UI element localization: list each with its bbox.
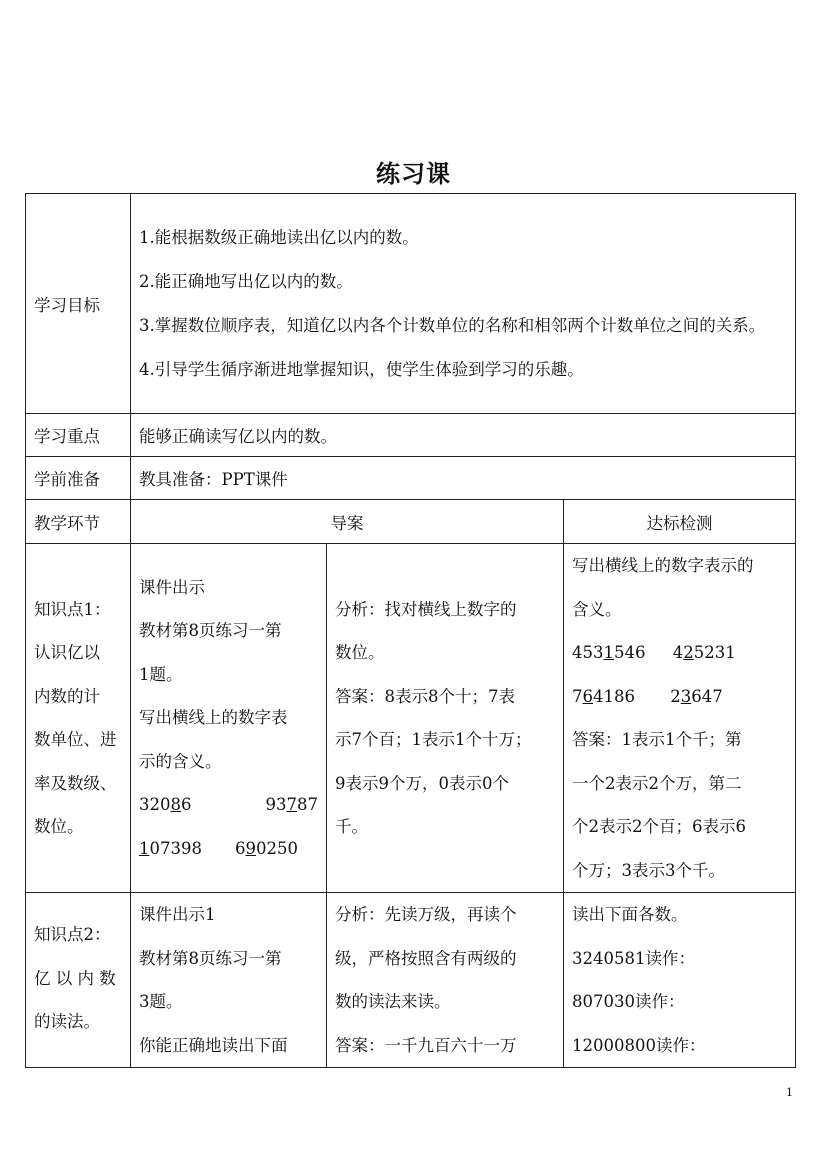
k1-guide-numbers <box>139 827 318 871</box>
focus-row <box>26 414 796 457</box>
k1-label-line: 认识亿以 <box>34 643 100 662</box>
k2-check-line: 读出下面各数。 <box>572 905 688 924</box>
k1-check <box>564 544 796 893</box>
lesson-table <box>25 193 796 1068</box>
goals-label: 学习目标 <box>26 194 131 414</box>
number: 4531546 <box>572 643 646 662</box>
k1-check-line: 个2表示2个百；6表示6 <box>572 817 746 836</box>
k1-guide-line: 教材第8页练习一第 <box>139 621 282 641</box>
k2-guide-line: 3题。 <box>139 992 183 1011</box>
k1-analysis-line: 示7个百；1表示1个十万； <box>335 730 532 749</box>
k1-guide <box>131 544 327 893</box>
k2-guide-line: 你能正确地读出下面 <box>139 1035 288 1055</box>
goal-item: 3.掌握数位顺序表，知道亿以内各个计数单位的名称和相邻两个计数单位之间的关系。 <box>139 315 766 335</box>
k2-analysis-line: 数的读法来读。 <box>335 992 451 1011</box>
k1-label <box>26 544 131 893</box>
k1-analysis-line: 分析：找对横线上数字的 <box>335 599 517 619</box>
k1-check-line: 个万；3表示3个千。 <box>572 860 725 880</box>
k1-label-line: 率及数级、 <box>34 773 117 793</box>
k2-analysis-line: 答案：一千九百六十一万 <box>335 1035 517 1055</box>
k2-label-line: 知识点2： <box>34 925 111 944</box>
k1-guide-line: 课件出示 <box>139 577 205 597</box>
k1-check-numbers <box>572 675 787 719</box>
goal-item: 4.引导学生循序渐进地掌握知识，使学生体验到学习的乐趣。 <box>139 359 584 379</box>
k2-check-line: 3240581读作： <box>572 948 695 968</box>
k1-guide-line: 示的含义。 <box>139 751 222 771</box>
prep-text: 教具准备：PPT课件 <box>131 457 796 500</box>
k2-label <box>26 893 131 1068</box>
header-row <box>26 500 796 544</box>
k1-analysis-line: 数位。 <box>335 643 385 662</box>
k2-label-line: 亿 以 内 数 <box>34 968 116 988</box>
number: 32086 <box>139 795 192 815</box>
k1-label-line: 数单位、进 <box>34 730 117 749</box>
k2-analysis-line: 分析：先读万级，再读个 <box>335 905 517 924</box>
header-guide: 导案 <box>131 500 564 544</box>
number: 107398 <box>139 838 202 858</box>
goal-item: 2.能正确地写出亿以内的数。 <box>139 271 353 291</box>
number: 690250 <box>235 838 298 858</box>
prep-row <box>26 457 796 500</box>
goal-item: 1.能根据数级正确地读出亿以内的数。 <box>139 227 419 247</box>
k1-guide-numbers <box>139 783 318 827</box>
k1-analysis <box>327 544 564 893</box>
k2-guide-line: 教材第8页练习一第 <box>139 948 282 968</box>
k1-row <box>26 544 796 893</box>
k2-analysis <box>327 893 564 1068</box>
page-number: 1 <box>786 1086 793 1099</box>
k2-guide-line: 课件出示1 <box>139 905 216 924</box>
k1-check-line: 一个2表示2个万，第二 <box>572 773 742 793</box>
focus-label: 学习重点 <box>26 414 131 457</box>
prep-label: 学前准备 <box>26 457 131 500</box>
k2-check-line: 12000800读作： <box>572 1035 706 1055</box>
page-title: 练习课 <box>376 159 451 188</box>
k1-analysis-line: 答案：8表示8个十；7表 <box>335 686 515 706</box>
number: 93787 <box>265 795 318 815</box>
header-stage: 教学环节 <box>26 500 131 544</box>
k2-guide <box>131 893 327 1068</box>
k2-analysis-line: 级，严格按照含有两级的 <box>335 948 517 968</box>
k2-check-line: 807030读作： <box>572 992 685 1011</box>
goals-content <box>131 194 796 414</box>
goals-row <box>26 194 796 414</box>
k1-label-line: 知识点1： <box>34 599 111 619</box>
k1-guide-line: 1题。 <box>139 664 183 684</box>
k1-analysis-line: 千。 <box>335 817 368 836</box>
number: 764186 <box>572 686 635 706</box>
k1-check-line: 含义。 <box>572 599 622 619</box>
number: 425231 <box>672 643 736 662</box>
k1-label-line: 内数的计 <box>34 686 100 706</box>
header-check: 达标检测 <box>564 500 796 544</box>
k1-check-line: 写出横线上的数字表示的 <box>572 556 754 575</box>
k1-check-line: 答案：1表示1个千；第 <box>572 730 742 749</box>
focus-text: 能够正确读写亿以内的数。 <box>131 414 796 457</box>
k1-label-line: 数位。 <box>34 817 84 836</box>
number: 23647 <box>670 686 723 706</box>
k2-label-line: 的读法。 <box>34 1012 100 1031</box>
k1-guide-line: 写出横线上的数字表 <box>139 708 288 728</box>
k2-row <box>26 893 796 1068</box>
k2-check <box>564 893 796 1068</box>
k1-check-numbers <box>572 631 787 675</box>
k1-analysis-line: 9表示9个万，0表示0个 <box>335 773 509 793</box>
